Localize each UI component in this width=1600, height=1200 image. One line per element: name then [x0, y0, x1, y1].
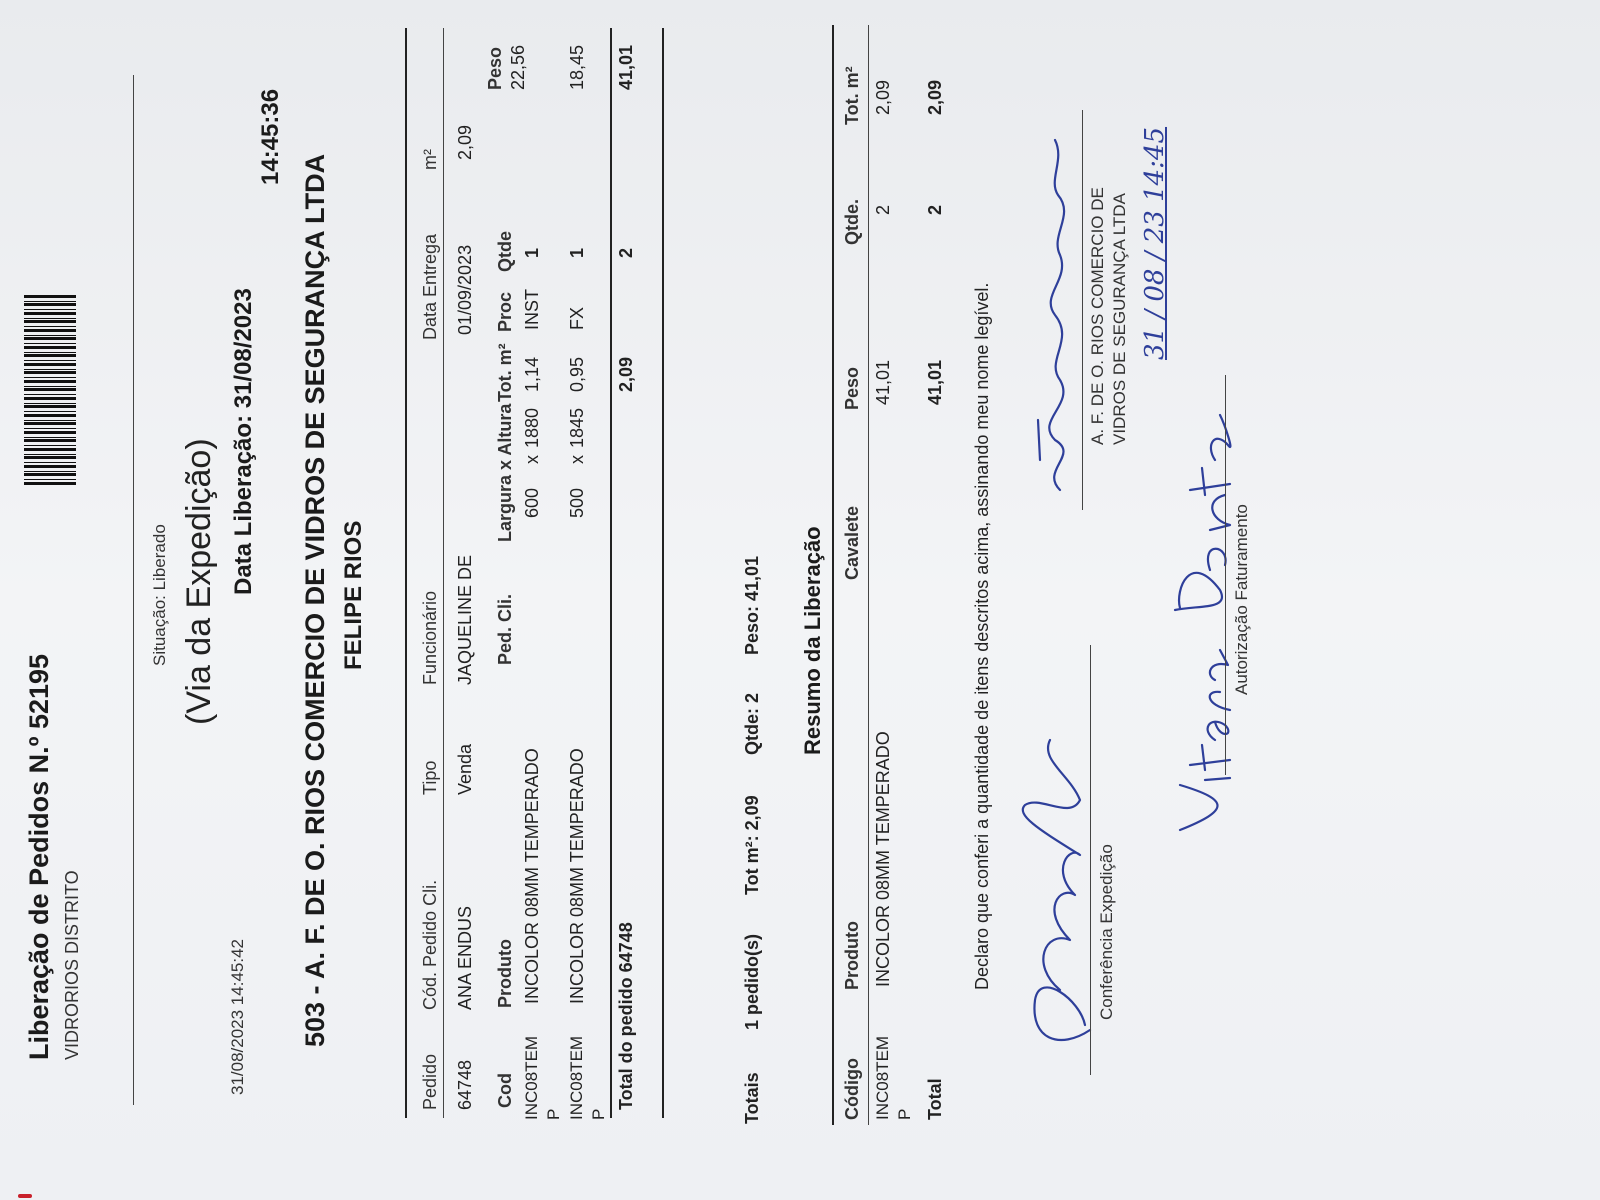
item-col-produto: Produto: [495, 939, 515, 1008]
item-qtde: 1: [522, 247, 542, 258]
autorizacao-label: Autorização Faturamento: [1232, 504, 1251, 695]
item-tot-m2: 1,14: [522, 356, 542, 392]
item-altura: 1880: [522, 407, 542, 448]
summary-codigo: INC08TEM: [873, 1035, 892, 1120]
item-col-proc: Proc: [495, 291, 515, 332]
totals-m2: Tot m²: 2,09: [742, 795, 762, 895]
col-peso: Peso: [485, 46, 505, 90]
item-col-ped-cli: Ped. Cli.: [495, 593, 515, 665]
item-cod-suffix: P: [589, 1108, 608, 1120]
client-line-1: A. F. DE O. RIOS COMERCIO DE: [1088, 187, 1107, 445]
release-date: Data Liberação: 31/08/2023: [230, 288, 257, 595]
signature-line-autorizacao: [1225, 375, 1226, 775]
item-produto: INCOLOR 08MM TEMPERADO: [567, 748, 587, 1004]
summary-col-codigo: Código: [842, 1058, 862, 1120]
order-total-qtde: 2: [616, 247, 636, 258]
item-tot-m2: 0,95: [567, 356, 587, 392]
header-divider: [133, 75, 134, 1105]
client-line-2: VIDROS DE SEGURANÇA LTDA: [1110, 193, 1129, 445]
summary-col-qtde: Qtde.: [842, 198, 862, 245]
summary-codigo-suffix: P: [895, 1108, 914, 1120]
totals-label: Totais: [742, 1072, 762, 1124]
item-produto: INCOLOR 08MM TEMPERADO: [522, 748, 542, 1004]
handwritten-date: 31 / 08 / 23 14:45: [1140, 126, 1170, 360]
summary-qtde: 2: [873, 204, 893, 215]
signature-conferencia: [1000, 680, 1110, 1060]
summary-produto: INCOLOR 08MM TEMPERADO: [873, 731, 893, 987]
via-label: (Via da Expedição): [180, 438, 218, 725]
signature-line-client: [1082, 110, 1083, 510]
barcode-icon: [24, 295, 76, 485]
order-header-divider: [443, 28, 444, 1118]
col-data-entrega: Data Entrega: [420, 233, 440, 340]
order-funcionario: JAQUELINE DE: [455, 554, 475, 685]
summary-col-tot-m2: Tot. m²: [842, 66, 862, 125]
summary-col-peso: Peso: [842, 366, 862, 410]
item-qtde: 1: [567, 247, 587, 258]
order-m2: 2,09: [455, 124, 475, 160]
conferencia-label: Conferência Expedição: [1097, 844, 1116, 1020]
order-data-entrega: 01/09/2023: [455, 244, 475, 335]
red-mark: [18, 1194, 32, 1198]
summary-total-peso: 41,01: [925, 359, 945, 405]
summary-total-label: Total: [925, 1078, 945, 1120]
item-col-cod: Cod: [495, 1073, 515, 1108]
order-cod-pedido-cli: ANA ENDUS: [455, 905, 475, 1010]
summary-total-qtde: 2: [925, 204, 945, 215]
item-cod-suffix: P: [544, 1108, 563, 1120]
order-total-peso: 41,01: [616, 44, 636, 90]
order-tipo: Venda: [455, 743, 475, 795]
order-table-top: [405, 28, 407, 1118]
order-peso: 22,56: [508, 44, 528, 90]
release-time: 14:45:36: [257, 88, 284, 185]
order-pedido: 64748: [455, 1059, 475, 1110]
print-timestamp: 31/08/2023 14:45:42: [228, 939, 247, 1095]
summary-total-m2: 2,09: [925, 79, 945, 115]
item-proc: INST: [522, 288, 542, 330]
company-name: VIDRORIOS DISTRITO: [62, 870, 82, 1060]
summary-title: Resumo da Liberação: [800, 526, 825, 755]
item-col-tot-m2: Tot. m²: [495, 343, 515, 402]
item-cod: INC08TEM: [567, 1035, 586, 1120]
item-cod: INC08TEM: [522, 1035, 541, 1120]
item-proc: FX: [567, 306, 587, 330]
totals-qtde: Qtde: 2: [742, 692, 762, 755]
item-largura: 600: [522, 487, 542, 518]
col-funcionario: Funcionário: [420, 590, 440, 685]
order-total-divider: [610, 28, 612, 1118]
item-col-qtde: Qtde: [495, 230, 515, 272]
summary-tot-m2: 2,09: [873, 79, 893, 115]
document-title: Liberação de Pedidos N.º 52195: [24, 653, 54, 1060]
totals-peso: Peso: 41,01: [742, 555, 762, 655]
summary-header-divider: [868, 25, 869, 1125]
totals-pedidos: 1 pedido(s): [742, 933, 762, 1030]
item-peso: 18,45: [567, 44, 587, 90]
col-tipo: Tipo: [420, 760, 440, 795]
summary-top: [832, 25, 834, 1125]
order-total-label: Total do pedido 64748: [616, 922, 636, 1110]
col-m2: m²: [420, 149, 440, 170]
client-contact: FELIPE RIOS: [340, 520, 367, 670]
item-altura: 1845: [567, 407, 587, 448]
order-total-m2: 2,09: [616, 356, 636, 392]
summary-col-cavalete: Cavalete: [842, 505, 862, 580]
declaration-text: Declaro que conferi a quantidade de itens descritos acima, assinando meu nome legível.: [972, 282, 992, 990]
signature-line-conferencia: [1090, 645, 1091, 1075]
col-pedido: Pedido: [420, 1053, 440, 1110]
item-x: x: [567, 455, 587, 464]
status-label: Situação: Liberado: [150, 524, 169, 666]
client-name: 503 - A. F. DE O. RIOS COMERCIO DE VIDROS DE SEGURANÇA LTDA: [300, 153, 330, 1047]
item-x: x: [522, 455, 542, 464]
order-table-bottom: [662, 28, 664, 1118]
summary-peso: 41,01: [873, 359, 893, 405]
item-largura: 500: [567, 487, 587, 518]
summary-col-produto: Produto: [842, 921, 862, 990]
col-cod-pedido-cli: Cód. Pedido Cli.: [420, 879, 440, 1010]
item-col-dims: Largura x Altura: [495, 403, 515, 542]
